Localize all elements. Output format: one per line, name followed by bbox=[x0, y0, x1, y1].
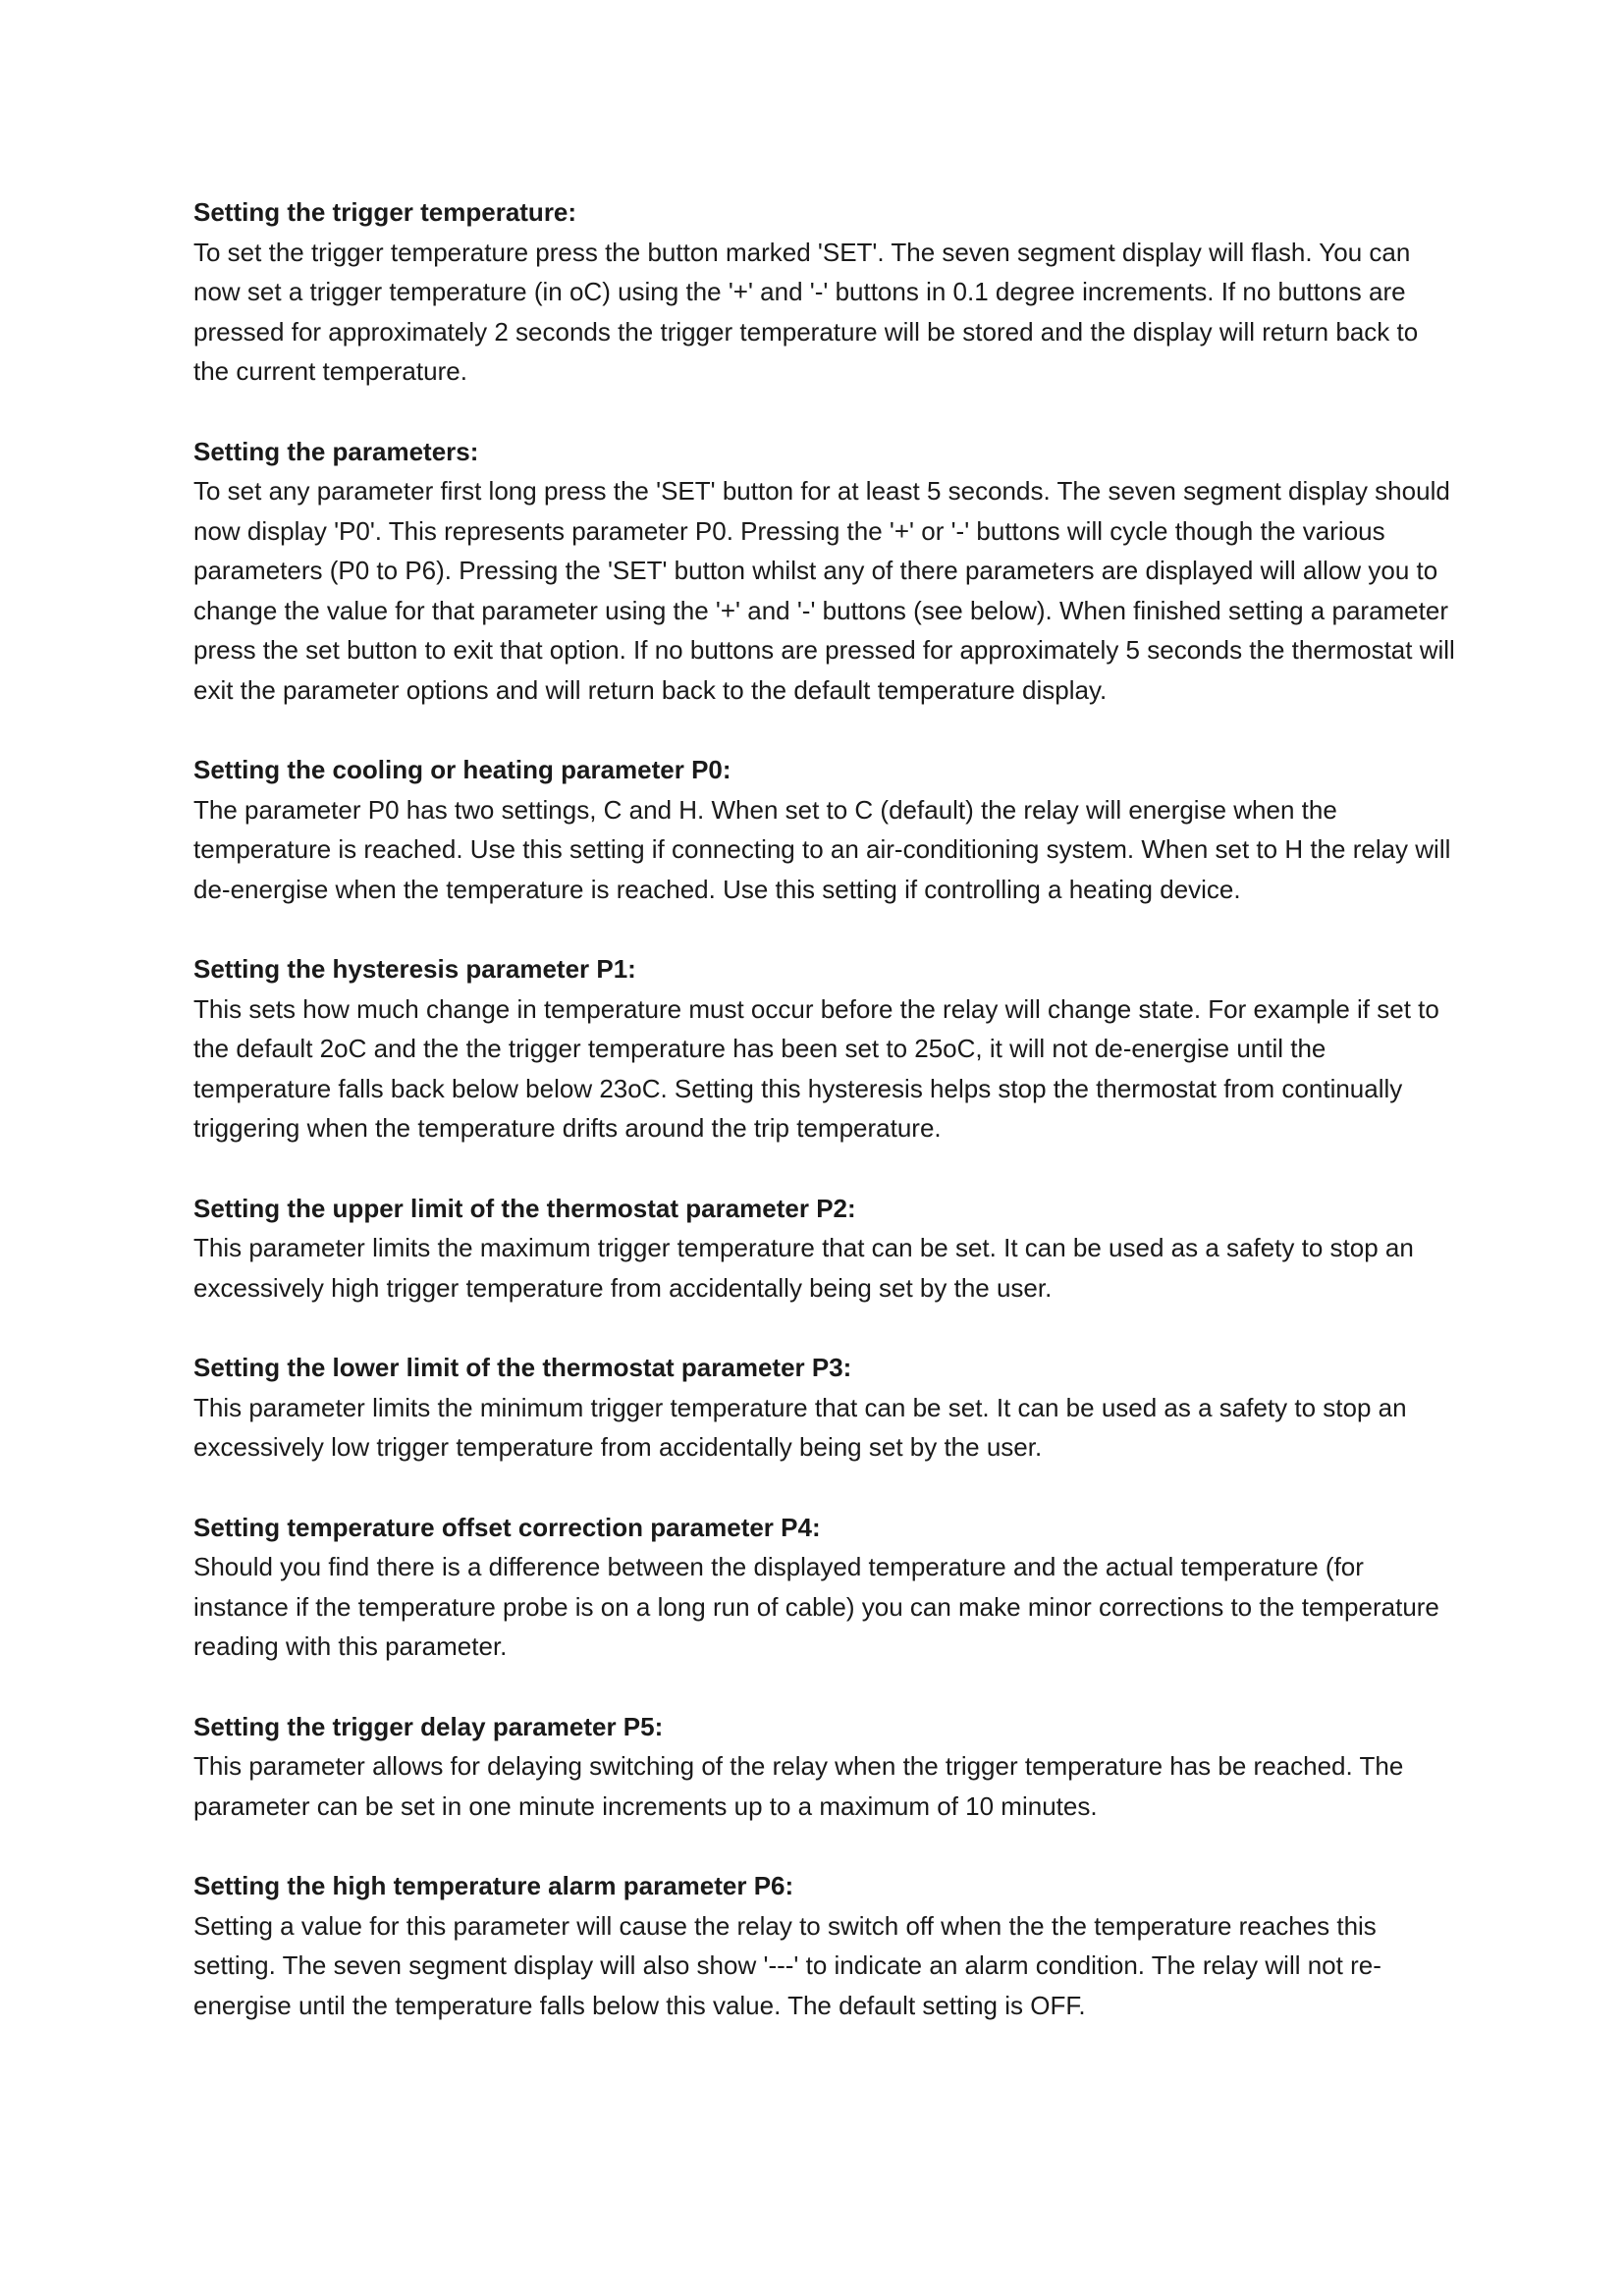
section-title: Setting the high temperature alarm parameter P6: bbox=[193, 1871, 794, 1900]
section-title: Setting the trigger delay parameter P5: bbox=[193, 1711, 664, 1741]
section-p5 bbox=[193, 1707, 1460, 1827]
section-p2 bbox=[193, 1189, 1460, 1308]
section-title: Setting the cooling or heating parameter P0: bbox=[193, 755, 731, 784]
document-page bbox=[193, 192, 1460, 2065]
section-title: Setting temperature offset correction parameter P4: bbox=[193, 1512, 821, 1542]
section-p6 bbox=[193, 1866, 1460, 2025]
section-body: The parameter P0 has two settings, C and H. When set to C (default) the relay will energise when the temperature is reached. Use this setting if connecting to an air-conditioning system. When set to H the relay will de-energise when the temperature is reached. Use this setting if controlling a heating device. bbox=[193, 794, 1451, 904]
section-trigger-temperature bbox=[193, 192, 1460, 392]
section-title: Setting the hysteresis parameter P1: bbox=[193, 954, 636, 984]
section-body: This parameter limits the minimum trigger temperature that can be set. It can be used as a safety to stop an excessively low trigger temperature from accidentally being set by the user. bbox=[193, 1392, 1407, 1462]
section-title: Setting the lower limit of the thermostat parameter P3: bbox=[193, 1353, 852, 1382]
section-p4 bbox=[193, 1508, 1460, 1667]
section-body: This sets how much change in temperature must occur before the relay will change state. For example if set to the default 2oC and the the trigger temperature has been set to 25oC, it will not de-energise until the temperature falls back below below 23oC. Setting this hysteresis helps stop the thermostat from continually triggering when the temperature drifts around the trip temperature. bbox=[193, 993, 1439, 1143]
section-body: This parameter limits the maximum trigger temperature that can be set. It can be used as a safety to stop an excessively high trigger temperature from accidentally being set by the user. bbox=[193, 1233, 1414, 1303]
section-p1 bbox=[193, 949, 1460, 1148]
section-body: This parameter allows for delaying switching of the relay when the trigger temperature has be reached. The parameter can be set in one minute increments up to a maximum of 10 minutes. bbox=[193, 1751, 1404, 1821]
section-title: Setting the upper limit of the thermostat parameter P2: bbox=[193, 1193, 856, 1223]
section-p0 bbox=[193, 750, 1460, 909]
section-body: Should you find there is a difference between the displayed temperature and the actual temperature (for instance if the temperature probe is on a long run of cable) you can make minor corrections to the temperature reading with this parameter. bbox=[193, 1552, 1439, 1661]
section-title: Setting the trigger temperature: bbox=[193, 197, 577, 227]
section-body: To set any parameter first long press the 'SET' button for at least 5 seconds. The seven segment display should now display 'P0'. This represents parameter P0. Pressing the '+' or '-' buttons will cycle though the various parameters (P0 to P6). Pressing the 'SET' button whilst any of there parameters are displayed will allow you to change the value for that parameter using the '+' and '-' buttons (see below). When finished setting a parameter press the set button to exit that option. If no buttons are pressed for approximately 5 seconds the thermostat will exit the parameter options and will return back to the default temperature display. bbox=[193, 476, 1455, 705]
section-title: Setting the parameters: bbox=[193, 436, 479, 466]
section-body: To set the trigger temperature press the button marked 'SET'. The seven segment display will flash. You can now set a trigger temperature (in oC) using the '+' and '-' buttons in 0.1 degree increments. If no buttons are pressed for approximately 2 seconds the trigger temperature will be stored and the display will return back to the current temperature. bbox=[193, 237, 1419, 386]
section-body: Setting a value for this parameter will cause the relay to switch off when the the temperature reaches this setting. The seven segment display will also show '---' to indicate an alarm condition. The relay will not re-energise until the temperature falls below this value. The default setting is OFF. bbox=[193, 1910, 1381, 2020]
section-p3 bbox=[193, 1348, 1460, 1468]
section-parameters bbox=[193, 432, 1460, 711]
